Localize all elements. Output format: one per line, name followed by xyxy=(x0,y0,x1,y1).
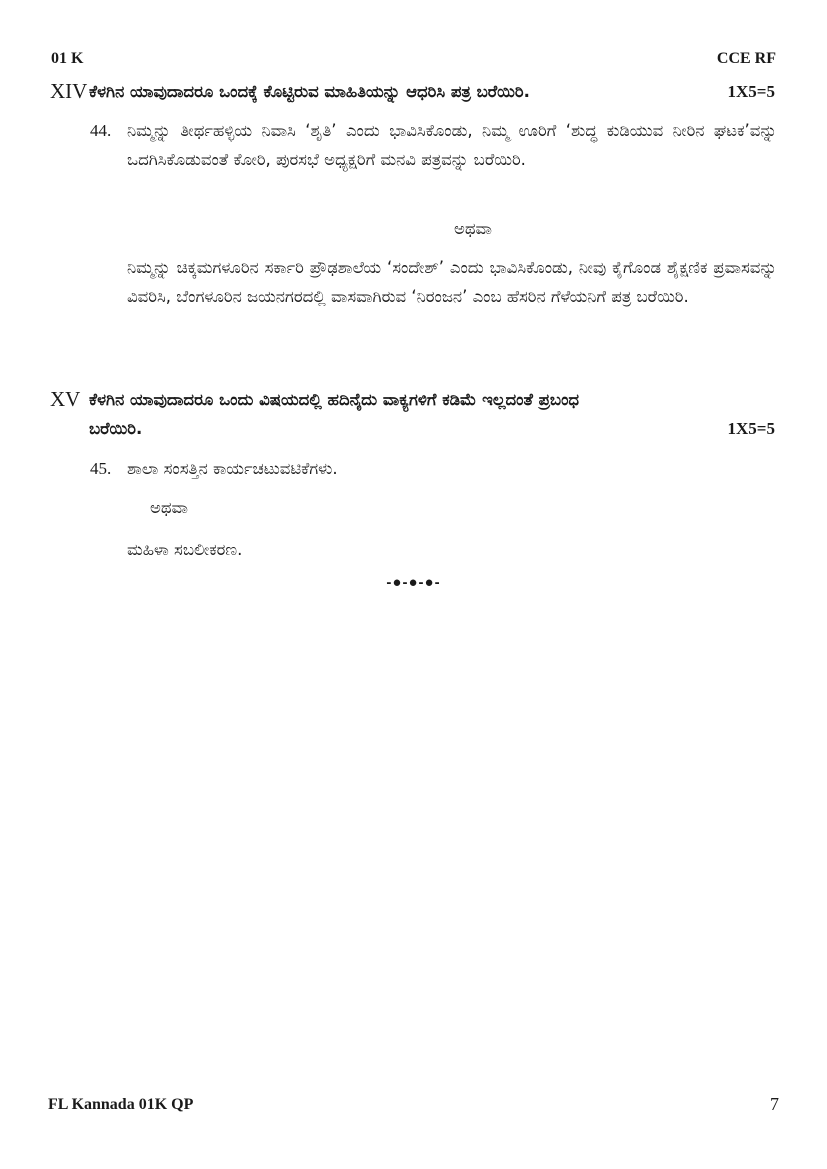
section-instruction-xv-line1: ಕೆಳಗಿನ ಯಾವುದಾದರೂ ಒಂದು ವಿಷಯದಲ್ಲಿ ಹದಿನೈದು ವಾಕ್ಯಗಳಿಗೆ ಕಡಿಮೆ ಇಲ್ಲದಂತೆ ಪ್ರಬಂಧ xyxy=(89,390,580,409)
section-number-xv: XV xyxy=(50,387,81,411)
section-instruction-xv-line2: ಬರೆಯಿರಿ. xyxy=(89,419,143,438)
header-code: 01 K xyxy=(51,50,84,67)
question-44-option-b: ನಿಮ್ಮನ್ನು ಚಿಕ್ಕಮಗಳೂರಿನ ಸರ್ಕಾರಿ ಪ್ರೌಢಶಾಲೆಯ ‘ಸಂದೇಶ್’ ಎಂದು ಭಾವಿಸಿಕೊಂಡು, ನೀವು ಕೈಗೊಂಡ ಶೈಕ್ಷಣಿಕ ಪ್ರವಾಸವನ್ನು ವಿವರಿಸಿ, ಬೆಂಗಳೂರಿನ ಜಯನಗರದಲ್ಲಿ ವಾಸವಾಗಿರುವ ‘ನಿರಂಜನ’ ಎಂಬ ಹೆಸರಿನ ಗೆಳೆಯನಿಗೆ ಪತ್ರ ಬರೆಯಿರಿ. xyxy=(127,258,777,306)
footer-paper-code: FL Kannada 01K QP xyxy=(48,1096,194,1113)
or-divider-44: ಅಥವಾ xyxy=(454,219,492,238)
section-number-xiv: XIV xyxy=(50,79,88,103)
section-instruction-xiv: ಕೆಳಗಿನ ಯಾವುದಾದರೂ ಒಂದಕ್ಕೆ ಕೊಟ್ಟಿರುವ ಮಾಹಿತಿಯನ್ನು ಆಧರಿಸಿ ಪತ್ರ ಬರೆಯಿರಿ. xyxy=(89,82,530,101)
question-45-option-a: ಶಾಲಾ ಸಂಸತ್ತಿನ ಕಾರ್ಯಚಟುವಟಿಕೆಗಳು. xyxy=(127,459,338,478)
question-number-45: 45. xyxy=(90,459,112,478)
question-44-option-a: ನಿಮ್ಮನ್ನು ತೀರ್ಥಹಳ್ಳಿಯ ನಿವಾಸಿ ‘ಶೃತಿ’ ಎಂದು ಭಾವಿಸಿಕೊಂಡು, ನಿಮ್ಮ ಊರಿಗೆ ‘ಶುದ್ಧ ಕುಡಿಯುವ ನೀರಿನ ಘಟಕ’ವನ್ನು ಒದಗಿಸಿಕೊಡುವಂತೆ ಕೋರಿ, ಪುರಸಭೆ ಅಧ್ಯಕ್ಷರಿಗೆ ಮನವಿ ಪತ್ರವನ್ನು ಬರೆಯಿರಿ. xyxy=(127,121,777,169)
end-of-questions-mark: -●-●-●- xyxy=(386,574,441,591)
section-marks-xiv: 1X5=5 xyxy=(727,82,775,101)
question-45-option-b: ಮಹಿಳಾ ಸಬಲೀಕರಣ. xyxy=(127,540,243,559)
question-number-44: 44. xyxy=(90,121,112,140)
header-series: CCE RF xyxy=(716,50,776,67)
or-divider-45: ಅಥವಾ xyxy=(150,498,188,517)
section-marks-xv: 1X5=5 xyxy=(727,419,775,438)
page-number: 7 xyxy=(770,1094,779,1114)
